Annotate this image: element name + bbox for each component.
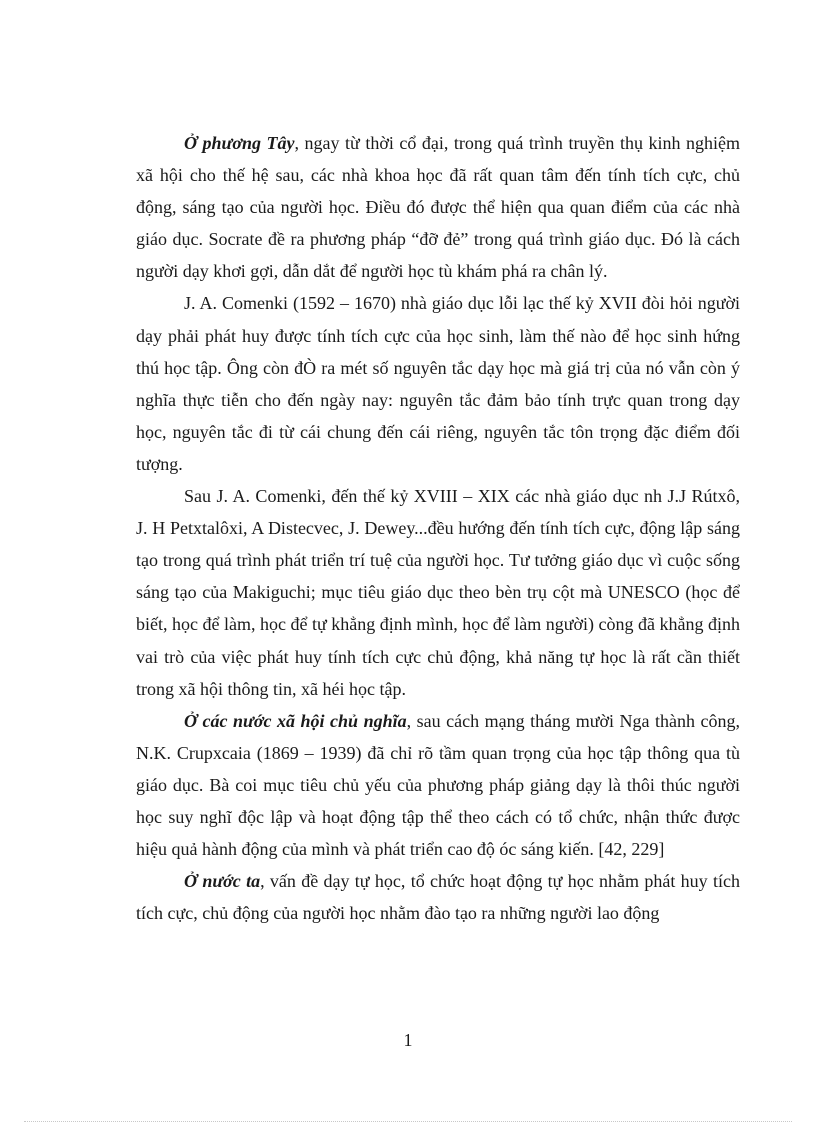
paragraph-comenki bbox=[136, 287, 740, 480]
paragraph-text: , ngay từ thời cổ đại, trong quá trình truyền thụ kinh nghiệm xã hội cho thế hệ sau, các nhà khoa học đã rất quan tâm đến tính tích cực, chủ động, sáng tạo của người học. Điều đó được thể hiện qua quan điểm của các nhà giáo dục. Socrate đề ra phương pháp “đỡ đẻ” trong quá trình giáo dục. Đó là cách người dạy khơi gợi, dẫn dắt để người học tù khám phá ra chân lý. bbox=[136, 133, 740, 282]
paragraph-text: , vấn đề dạy tự học, tổ chức hoạt động tự học nhằm phát huy tích tích cực, chủ động của người học nhằm đào tạo ra những người lao động bbox=[136, 871, 740, 924]
paragraph-text: , sau cách mạng tháng mười Nga thành công, N.K. Crupxcaia (1869 – 1939) đã chỉ rõ tầm quan trọng của học tập thông qua tù giáo dục. Bà coi mục tiêu chủ yếu của phương pháp giảng dạy là thôi thúc người học suy nghĩ độc lập và hoạt động tập thể theo cách có tổ chức, nhận thức được hiệu quả hành động của mình và phát triển cao độ óc sáng kiến. [42, 229] bbox=[136, 710, 741, 860]
page-number: 1 bbox=[403, 1030, 413, 1050]
paragraph-western bbox=[136, 127, 740, 287]
paragraph-text: J. A. Comenki (1592 – 1670) nhà giáo dục lỗi lạc thế kỷ XVII đòi hỏi người dạy phải phát huy được tính tích cực của học sinh, làm thế nào để học sinh hứng thú học tập. Ông còn đÒ ra mét số nguyên tắc dạy học mà giá trị của nó vẫn còn ý nghĩa thực tiễn cho đến ngày nay: nguyên tắc đảm bảo tính trực quan trong dạy học, nguyên tắc đi từ cái chung đến cái riêng, nguyên tắc tôn trọng đặc điểm đối tượng. bbox=[136, 293, 740, 474]
paragraph-lead: Ở phương Tây bbox=[184, 133, 295, 153]
paragraph-lead: Ở các nước xã hội chủ nghĩa bbox=[184, 710, 407, 731]
document-body bbox=[136, 127, 740, 929]
paragraph-vietnam bbox=[136, 865, 740, 929]
paragraph-lead: Ở nước ta bbox=[184, 871, 261, 892]
page-bottom-divider bbox=[24, 1121, 792, 1122]
paragraph-socialist bbox=[136, 705, 740, 865]
paragraph-text: Sau J. A. Comenki, đến thế kỷ XVIII – XIX các nhà giáo dục nh J.J Rútxô, J. H Petxtalôxi, A Distecvec, J. Dewey...đều hướng đến tính tích cực, động lập sáng tạo trong quá trình phát triển trí tuệ của người học. Tư tưởng giáo dục vì cuộc sống sáng tạo của Makiguchi; mục tiêu giáo dục theo bèn trụ cột mà UNESCO (học để biết, học để làm, học để tự khẳng định mình, học để làm người) còng đã khẳng định vai trò của việc phát huy tính tích cực chủ động, khả năng tự học là rất cần thiết trong xã hội thông tin, xã héi học tập. bbox=[136, 486, 740, 699]
paragraph-after-comenki bbox=[136, 480, 740, 705]
